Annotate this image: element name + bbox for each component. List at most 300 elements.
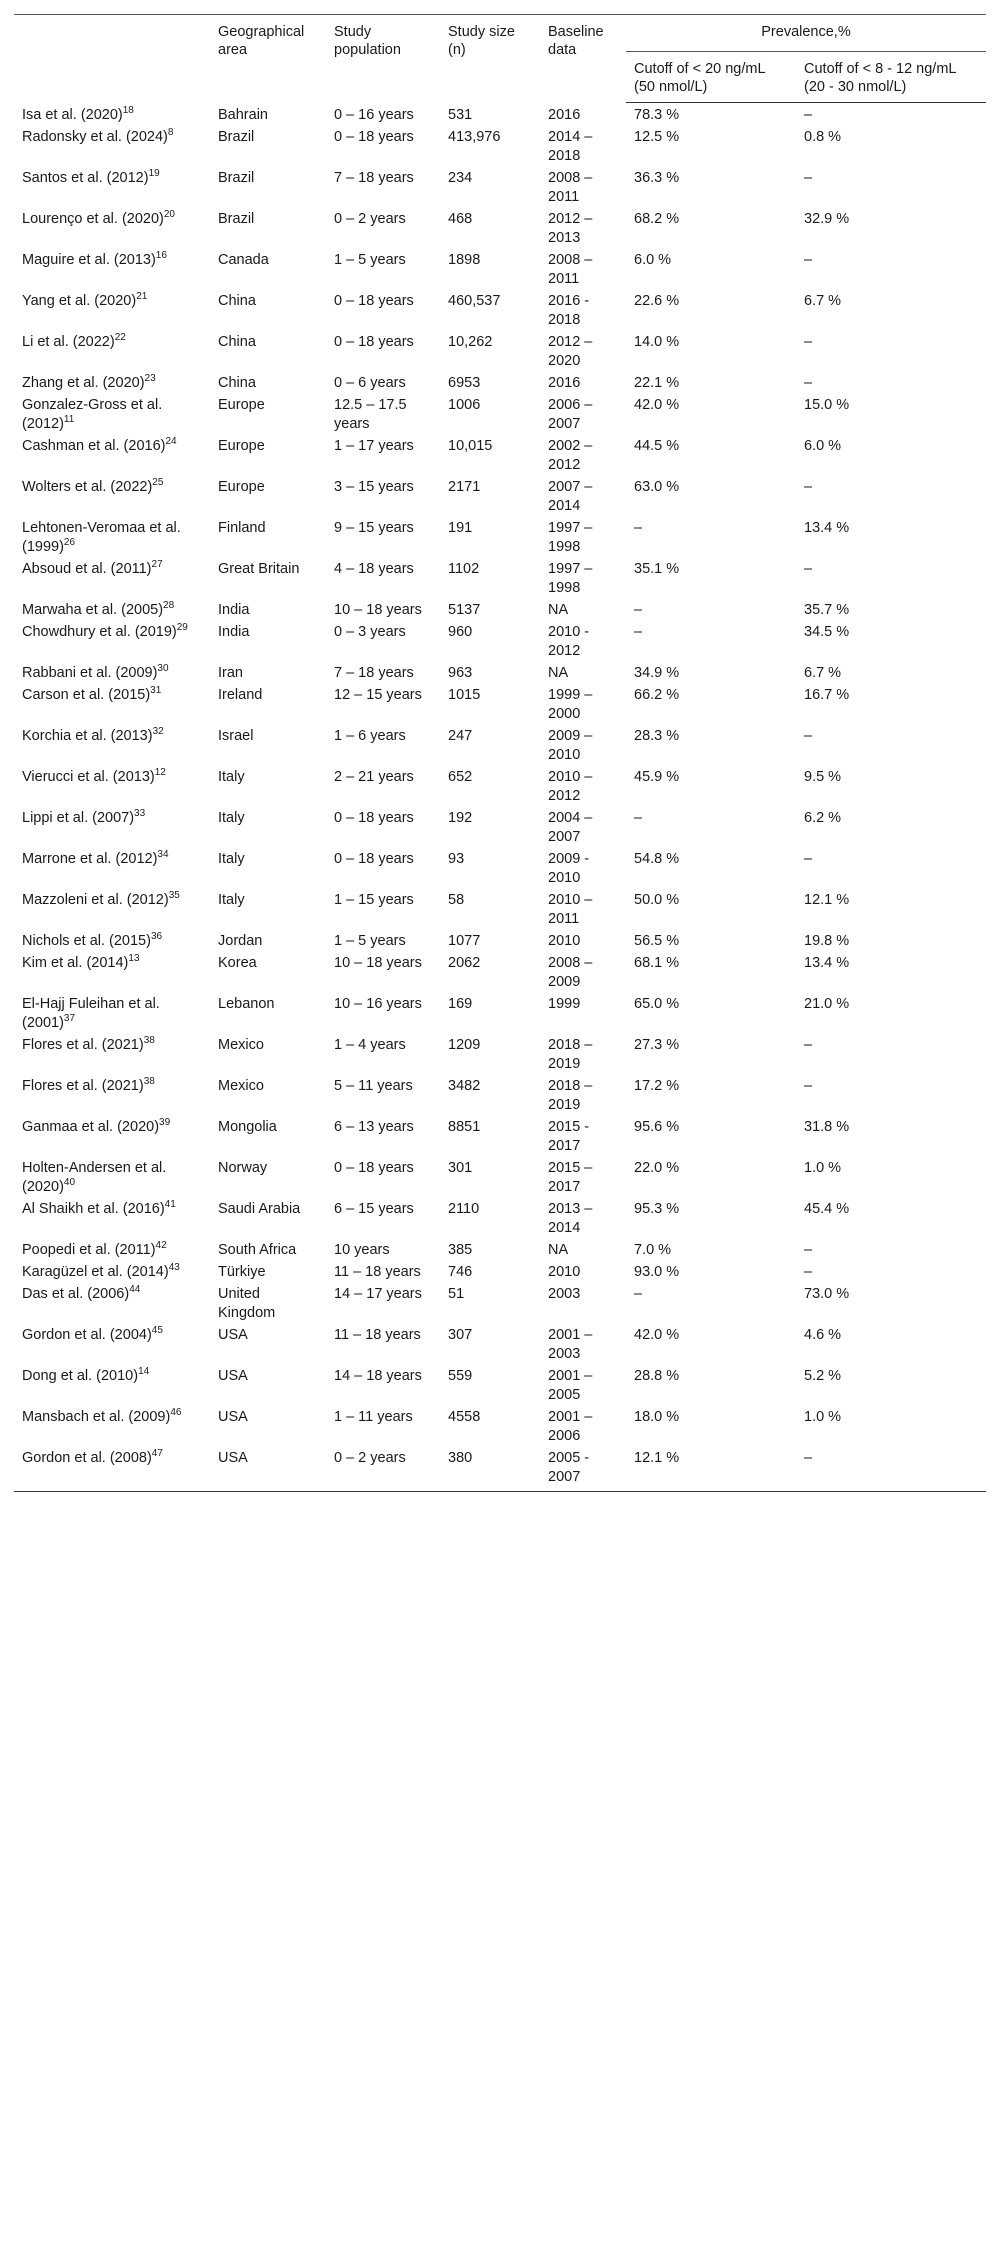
cell-size-text: 247 [448,728,473,744]
reference-number: 22 [114,332,126,344]
table-row [14,207,986,248]
cell-baseline [540,806,626,847]
cell-baseline [540,516,626,557]
cell-prevalence-8-12-text: – [804,107,813,123]
table-row [14,1115,986,1156]
cell-population [326,1364,440,1405]
cell-prevalence-8-12-text: 9.5 % [804,769,842,785]
cell-prevalence-20 [626,598,796,620]
cell-baseline [540,475,626,516]
reference-number: 44 [129,1284,141,1296]
cell-area-text: Europe [218,438,265,454]
cell-size [440,1074,540,1115]
reference-number: 39 [159,1117,171,1129]
cell-area-text: Finland [218,520,266,536]
cell-author-text: Korchia et al. (2013) [22,728,153,744]
cell-baseline-text: 2013 – 2014 [548,1201,593,1236]
cell-prevalence-20-text: 34.9 % [634,665,680,681]
cell-prevalence-20 [626,765,796,806]
cell-prevalence-20-text: 12.5 % [634,129,680,145]
cell-size [440,289,540,330]
cell-area-text: USA [218,1368,248,1384]
cell-population [326,1238,440,1260]
reference-number: 36 [150,931,163,943]
cell-author [14,330,210,371]
cell-size [440,125,540,166]
cell-size-text: 1006 [448,397,481,413]
cell-prevalence-20 [626,620,796,661]
cell-prevalence-8-12-text: – [804,479,813,495]
cell-prevalence-8-12 [796,1446,986,1492]
cell-baseline-text: 2015 – 2017 [548,1160,593,1195]
cell-size [440,1033,540,1074]
cell-baseline [540,1282,626,1323]
cell-population-text: 1 – 17 years [334,438,414,454]
cell-author-text: Ganmaa et al. (2020) [22,1119,160,1135]
cell-population-text: 12 – 15 years [334,687,422,703]
table-row [14,1033,986,1074]
cell-area-text: Mexico [218,1037,264,1053]
cell-baseline [540,125,626,166]
table-row [14,951,986,992]
cell-author-text: Gonzalez-Gross et al. (2012) [22,397,163,432]
cell-size [440,1156,540,1197]
cell-area [210,683,326,724]
cell-baseline [540,1033,626,1074]
cell-size-text: 4558 [448,1409,481,1425]
cell-prevalence-20 [626,683,796,724]
cell-prevalence-20 [626,847,796,888]
cell-author [14,598,210,620]
cell-prevalence-8-12 [796,516,986,557]
cell-area-text: Italy [218,851,245,867]
cell-prevalence-8-12 [796,1033,986,1074]
cell-population [326,929,440,951]
cell-population [326,1115,440,1156]
table-row [14,1074,986,1115]
cell-prevalence-8-12-text: – [804,851,813,867]
table-row [14,393,986,434]
cell-size [440,806,540,847]
cell-author [14,765,210,806]
cell-prevalence-20-text: 18.0 % [634,1409,680,1425]
cell-area-text: Canada [218,252,269,268]
cell-area [210,1156,326,1197]
cell-population-text: 0 – 6 years [334,375,406,391]
cell-baseline-text: 2001 – 2003 [548,1327,593,1362]
cell-baseline [540,620,626,661]
cell-prevalence-20 [626,371,796,393]
cell-author-text: Li et al. (2022) [22,334,115,350]
cell-population [326,207,440,248]
cell-baseline-text: 2001 – 2005 [548,1368,593,1403]
cell-prevalence-8-12 [796,434,986,475]
cell-area [210,1405,326,1446]
table-row [14,661,986,683]
cell-prevalence-20-text: 93.0 % [634,1264,680,1280]
table-row [14,557,986,598]
cell-baseline [540,248,626,289]
cell-population-text: 0 – 2 years [334,211,406,227]
cell-baseline [540,1260,626,1282]
cell-population [326,1282,440,1323]
cell-area-text: USA [218,1409,248,1425]
cell-prevalence-8-12-text: – [804,375,813,391]
cell-area [210,125,326,166]
cell-author [14,661,210,683]
cell-area-text: Mongolia [218,1119,277,1135]
cell-size-text: 191 [448,520,473,536]
cell-prevalence-20-text: 56.5 % [634,933,680,949]
table-row [14,598,986,620]
cell-population [326,888,440,929]
reference-number: 38 [143,1076,155,1088]
cell-population [326,1033,440,1074]
cell-baseline [540,330,626,371]
cell-author [14,1446,210,1492]
cell-author-text: Dong et al. (2010) [22,1368,139,1384]
cell-prevalence-8-12 [796,888,986,929]
cell-author [14,103,210,126]
cell-size-text: 2171 [448,479,481,495]
cell-prevalence-20-text: 7.0 % [634,1242,672,1258]
cell-baseline [540,289,626,330]
cell-size-text: 6953 [448,375,481,391]
cell-prevalence-20 [626,1405,796,1446]
table-row [14,371,986,393]
cell-population-text: 0 – 2 years [334,1450,406,1466]
cell-size-text: 1077 [448,933,481,949]
table-row [14,1282,986,1323]
cell-baseline-text: 2016 - 2018 [548,293,590,328]
reference-number: 38 [143,1035,155,1047]
table-row [14,1260,986,1282]
cell-baseline-text: 1997 – 1998 [548,561,593,596]
cell-prevalence-8-12-text: 6.7 % [804,665,842,681]
cell-population [326,598,440,620]
cell-baseline-text: 2018 – 2019 [548,1037,593,1072]
cell-baseline-text: 2008 – 2011 [548,252,593,287]
cell-size-text: 468 [448,211,473,227]
cell-prevalence-8-12 [796,724,986,765]
cell-area [210,393,326,434]
cell-size-text: 559 [448,1368,473,1384]
cell-prevalence-8-12-text: 5.2 % [804,1368,842,1384]
cell-baseline-text: 2008 – 2009 [548,955,593,990]
cell-baseline [540,992,626,1033]
cell-author [14,724,210,765]
cell-area-text: Ireland [218,687,263,703]
cell-area [210,1238,326,1260]
cell-prevalence-8-12-text: 4.6 % [804,1327,842,1343]
table-row [14,1405,986,1446]
header-cutoff-8-12: Cutoff of < 8 - 12 ng/mL (20 - 30 nmol/L) [796,52,986,103]
cell-baseline-text: 2001 – 2006 [548,1409,593,1444]
cell-prevalence-8-12-text: – [804,1078,813,1094]
cell-area [210,1323,326,1364]
cell-area-text: Bahrain [218,106,268,123]
cell-population [326,289,440,330]
cell-prevalence-8-12-text: 34.5 % [804,624,850,640]
table-row [14,683,986,724]
cell-author-text: Marrone et al. (2012) [22,851,158,867]
cell-prevalence-8-12 [796,1115,986,1156]
cell-area-text: USA [218,1450,248,1466]
cell-area [210,661,326,683]
header-author [14,15,210,103]
header-size: Study size (n) [440,15,540,103]
cell-author [14,1405,210,1446]
cell-baseline [540,1364,626,1405]
reference-number: 33 [134,808,146,820]
cell-prevalence-20-text: 42.0 % [634,1327,680,1343]
reference-number: 41 [164,1199,176,1211]
cell-prevalence-20-text: 68.2 % [634,211,680,227]
cell-author [14,207,210,248]
table-body [14,103,986,1492]
cell-prevalence-20-text: 28.3 % [634,728,680,744]
table-row [14,434,986,475]
cell-size-text: 963 [448,665,473,681]
cell-author-text: Mazzoleni et al. (2012) [22,892,169,908]
cell-population [326,765,440,806]
cell-size [440,1323,540,1364]
cell-author [14,557,210,598]
cell-baseline [540,765,626,806]
cell-prevalence-20 [626,806,796,847]
cell-size [440,557,540,598]
cell-population [326,103,440,126]
cell-size [440,598,540,620]
cell-population [326,951,440,992]
cell-baseline-text: 2018 – 2019 [548,1078,593,1113]
cell-area-text: Italy [218,892,245,908]
cell-author [14,951,210,992]
cell-prevalence-20-text: – [634,1286,643,1302]
cell-author-text: Flores et al. (2021) [22,1078,144,1094]
cell-prevalence-8-12-text: 6.7 % [804,293,842,309]
cell-author-text: Nichols et al. (2015) [22,933,151,949]
cell-prevalence-8-12-text: 13.4 % [804,955,850,971]
cell-prevalence-8-12-text: 0.8 % [804,129,842,145]
cell-prevalence-8-12 [796,1238,986,1260]
cell-area-text: Jordan [218,933,263,949]
cell-population [326,1260,440,1282]
cell-size-text: 234 [448,170,473,186]
cell-author-text: Gordon et al. (2004) [22,1327,152,1343]
cell-author [14,683,210,724]
cell-prevalence-20-text: 35.1 % [634,561,680,577]
cell-size-text: 10,015 [448,438,493,454]
cell-baseline-text: 2012 – 2020 [548,334,593,369]
cell-prevalence-20 [626,1282,796,1323]
cell-prevalence-8-12 [796,806,986,847]
cell-area [210,806,326,847]
cell-size-text: 746 [448,1264,473,1280]
cell-author [14,516,210,557]
cell-size-text: 8851 [448,1119,481,1135]
cell-area-text: Italy [218,810,245,826]
cell-population-text: 4 – 18 years [334,561,414,577]
cell-author [14,289,210,330]
cell-size-text: 3482 [448,1078,481,1094]
cell-size [440,330,540,371]
cell-area [210,724,326,765]
cell-area-text: India [218,624,250,640]
cell-prevalence-8-12-text: 16.7 % [804,687,850,703]
cell-prevalence-8-12 [796,125,986,166]
cell-population [326,248,440,289]
cell-prevalence-20-text: 45.9 % [634,769,680,785]
cell-prevalence-20 [626,1115,796,1156]
cell-size [440,724,540,765]
cell-area-text: Mexico [218,1078,264,1094]
cell-prevalence-20 [626,724,796,765]
reference-number: 19 [148,168,160,180]
cell-population [326,806,440,847]
table-row [14,166,986,207]
cell-baseline-text: NA [548,602,569,618]
cell-prevalence-20 [626,1197,796,1238]
cell-baseline [540,557,626,598]
cell-baseline-text: 2004 – 2007 [548,810,593,845]
cell-area-text: South Africa [218,1242,297,1258]
cell-area-text: Norway [218,1160,268,1176]
cell-prevalence-8-12 [796,1156,986,1197]
cell-prevalence-20 [626,475,796,516]
cell-baseline [540,166,626,207]
cell-prevalence-20-text: 17.2 % [634,1078,680,1094]
cell-prevalence-20 [626,1074,796,1115]
cell-size [440,1115,540,1156]
cell-size [440,620,540,661]
header-cutoff-20: Cutoff of < 20 ng/mL (50 nmol/L) [626,52,796,103]
cell-prevalence-20-text: 95.3 % [634,1201,680,1217]
cell-population-text: 10 years [334,1242,390,1258]
cell-prevalence-20-text: 36.3 % [634,170,680,186]
cell-population [326,393,440,434]
cell-prevalence-8-12-text: 15.0 % [804,397,850,413]
cell-population [326,1323,440,1364]
cell-baseline-text: NA [548,1242,569,1258]
cell-baseline-text: 2010 – 2011 [548,892,593,927]
cell-population-text: 1 – 4 years [334,1037,406,1053]
table-row [14,1364,986,1405]
cell-baseline [540,1405,626,1446]
cell-prevalence-8-12 [796,929,986,951]
reference-number: 46 [170,1407,182,1419]
cell-area-text: Türkiye [218,1264,266,1280]
cell-population-text: 1 – 15 years [334,892,414,908]
cell-baseline-text: 1999 – 2000 [548,687,593,722]
reference-number: 24 [165,436,177,448]
reference-number: 25 [152,477,164,489]
cell-author [14,371,210,393]
reference-number: 35 [168,890,180,902]
cell-prevalence-8-12-text: – [804,1264,813,1280]
cell-size [440,166,540,207]
cell-population-text: 12.5 – 17.5 years [334,397,407,432]
header-area: Geographical area [210,15,326,103]
cell-area [210,1115,326,1156]
cell-prevalence-20-text: 12.1 % [634,1450,680,1466]
cell-prevalence-20-text: – [634,624,643,640]
cell-area-text: USA [218,1327,248,1343]
table-row [14,103,986,126]
cell-prevalence-20-text: 27.3 % [634,1037,680,1053]
cell-size-text: 460,537 [448,293,501,309]
cell-population-text: 9 – 15 years [334,520,414,536]
cell-size-text: 2110 [448,1201,480,1217]
cell-baseline [540,207,626,248]
cell-area-text: Korea [218,955,257,971]
cell-size-text: 93 [448,851,465,867]
table-row [14,888,986,929]
cell-author [14,929,210,951]
cell-population-text: 0 – 18 years [334,334,414,350]
cell-area [210,1364,326,1405]
cell-size-text: 1015 [448,687,481,703]
cell-population-text: 14 – 18 years [334,1368,422,1384]
reference-number: 29 [176,622,188,634]
cell-baseline [540,393,626,434]
cell-population-text: 10 – 18 years [334,602,422,618]
cell-prevalence-20-text: 65.0 % [634,996,680,1012]
cell-size [440,434,540,475]
cell-population [326,683,440,724]
cell-author-text: Holten-Andersen et al. (2020) [22,1160,167,1195]
cell-author-text: Poopedi et al. (2011) [22,1242,156,1258]
cell-baseline [540,661,626,683]
cell-prevalence-8-12-text: 1.0 % [804,1409,842,1425]
cell-area-text: China [218,375,256,391]
cell-prevalence-8-12-text: 1.0 % [804,1160,842,1176]
cell-author [14,1074,210,1115]
table-row [14,1238,986,1260]
cell-prevalence-20 [626,992,796,1033]
cell-prevalence-20 [626,516,796,557]
cell-population-text: 0 – 16 years [334,106,414,123]
cell-size [440,1282,540,1323]
cell-prevalence-20 [626,929,796,951]
cell-size [440,103,540,126]
cell-prevalence-20 [626,103,796,126]
cell-prevalence-20-text: 68.1 % [634,955,680,971]
reference-number: 43 [168,1262,180,1274]
table-row [14,1156,986,1197]
cell-size-text: 301 [448,1160,473,1176]
cell-population [326,434,440,475]
cell-author-text: Marwaha et al. (2005) [22,602,164,618]
cell-baseline [540,434,626,475]
cell-size-text: 380 [448,1450,473,1466]
cell-population [326,1156,440,1197]
cell-prevalence-20-text: 22.6 % [634,293,680,309]
cell-author-text: Wolters et al. (2022) [22,479,153,495]
cell-prevalence-8-12-text: – [804,1242,813,1258]
cell-size-text: 58 [448,892,465,908]
cell-author-text: Carson et al. (2015) [22,687,151,703]
cell-baseline-text: 2010 – 2012 [548,769,593,804]
cell-prevalence-8-12-text: – [804,170,813,186]
cell-author-text: Chowdhury et al. (2019) [22,624,177,640]
reference-number: 32 [152,726,164,738]
cell-prevalence-8-12 [796,475,986,516]
reference-number: 31 [150,685,162,697]
cell-prevalence-8-12 [796,1323,986,1364]
cell-area-text: Iran [218,665,243,681]
cell-prevalence-8-12 [796,289,986,330]
